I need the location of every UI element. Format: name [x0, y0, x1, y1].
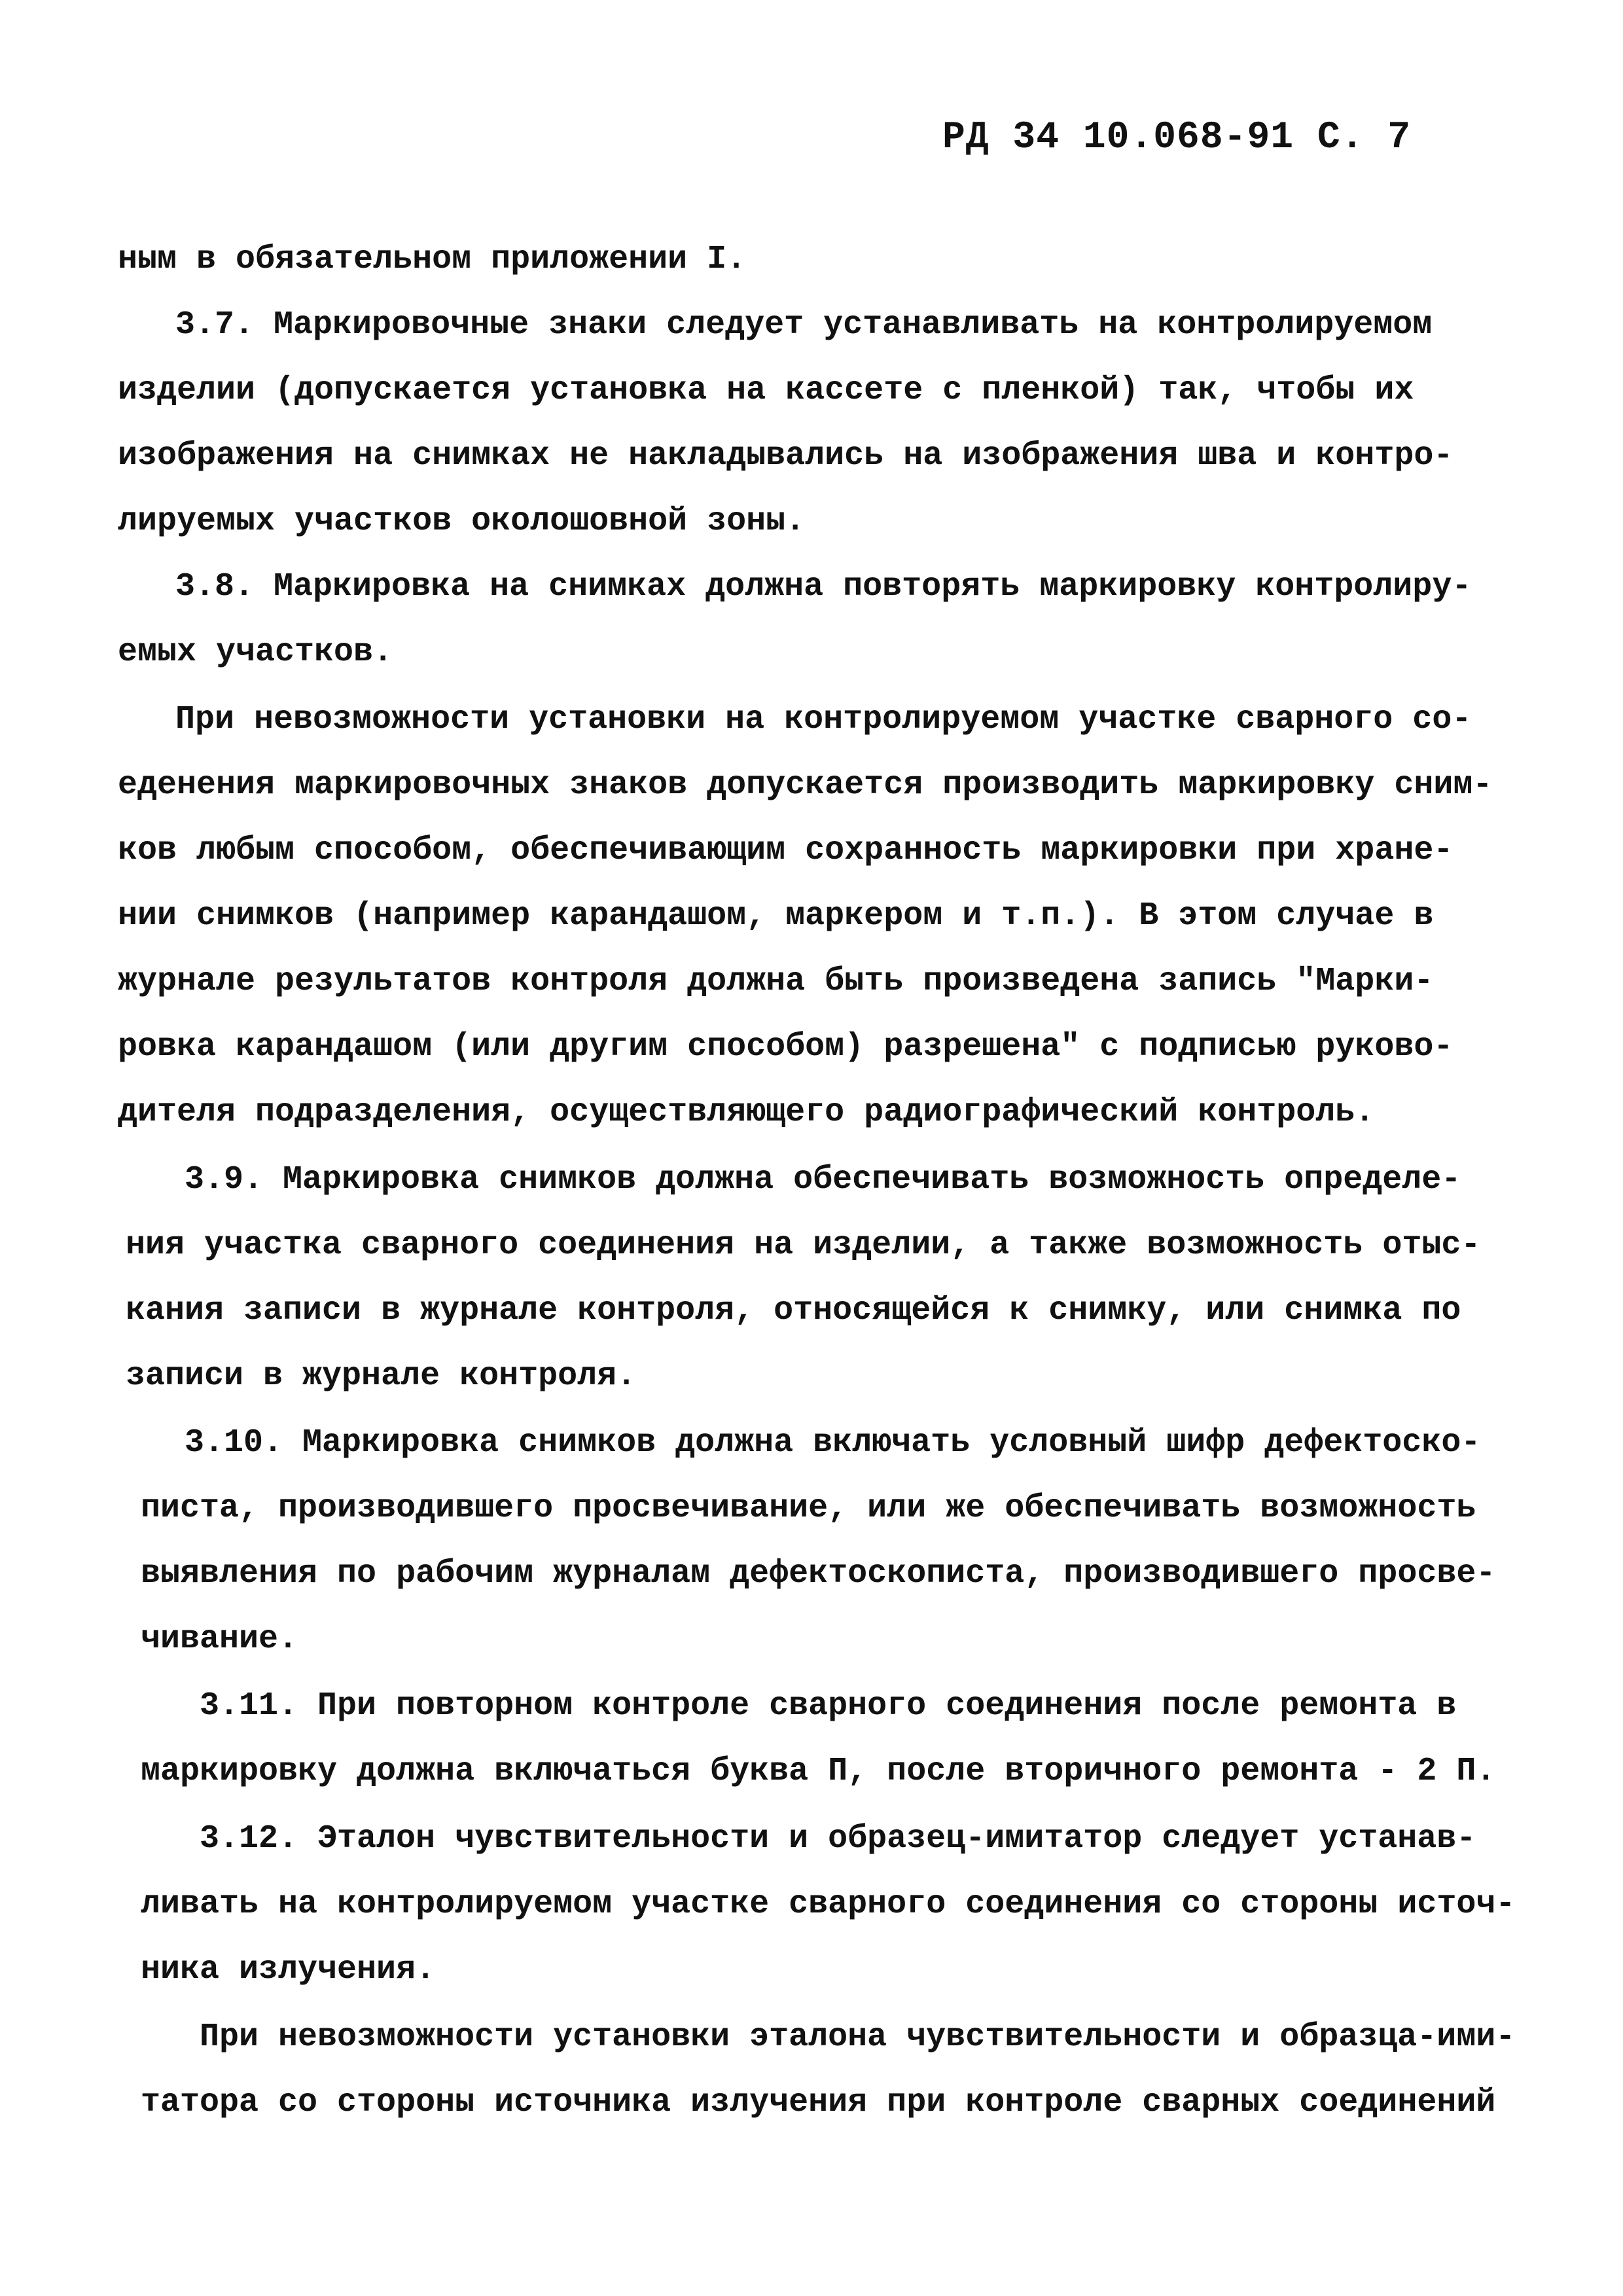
text-line: записи в журнале контроля. [126, 1357, 637, 1395]
text-line: чивание. [141, 1621, 298, 1658]
text-line: ния участка сварного соединения на изделии, а также возможность отыс- [126, 1227, 1481, 1264]
text-line: При невозможности установки эталона чувствительности и образца-ими- [200, 2018, 1516, 2056]
text-line: 3.10. Маркировка снимков должна включать условный шифр дефектоско- [185, 1424, 1481, 1462]
text-line: емых участков. [118, 634, 393, 671]
text-line: кания записи в журнале контроля, относящейся к снимку, или снимка по [126, 1292, 1461, 1329]
text-line: 3.12. Эталон чувствительности и образец-имитатор следует устанав- [200, 1820, 1476, 1857]
page-header: РД 34 10.068-91 С. 7 [942, 117, 1412, 159]
text-line: ровка карандашом (или другим способом) разрешена" с подписью руково- [118, 1028, 1454, 1066]
text-line: ным в обязательном приложении I. [118, 241, 747, 278]
text-line: нии снимков (например карандашом, маркером и т.п.). В этом случае в [118, 897, 1434, 935]
text-line: дителя подразделения, осуществляющего радиографический контроль. [118, 1094, 1375, 1131]
text-line: еденения маркировочных знаков допускается производить маркировку сним- [118, 766, 1493, 804]
text-line: маркировку должна включаться буква П, после вторичного ремонта - 2 П. [141, 1753, 1496, 1790]
text-line: изображения на снимках не накладывались на изображения шва и контро- [118, 437, 1454, 475]
text-line: 3.9. Маркировка снимков должна обеспечивать возможность определе- [185, 1161, 1461, 1198]
text-line: 3.11. При повторном контроле сварного соединения после ремонта в [200, 1687, 1457, 1725]
text-line: писта, производившего просвечивание, или же обеспечивать возможность [141, 1490, 1476, 1527]
text-line: лируемых участков околошовной зоны. [118, 503, 806, 540]
text-line: 3.8. Маркировка на снимках должна повторять маркировку контролиру- [175, 568, 1472, 605]
text-line: татора со стороны источника излучения при контроле сварных соединений [141, 2084, 1496, 2121]
text-line: выявления по рабочим журналам дефектоскописта, производившего просве- [141, 1555, 1496, 1592]
text-line: ливать на контролируемом участке сварного соединения со стороны источ- [141, 1886, 1516, 1923]
text-line: ника излучения. [141, 1951, 436, 1988]
text-line: изделии (допускается установка на кассете с пленкой) так, чтобы их [118, 372, 1414, 409]
text-line: ков любым способом, обеспечивающим сохранность маркировки при хране- [118, 832, 1454, 869]
text-line: журнале результатов контроля должна быть произведена запись "Марки- [118, 963, 1434, 1000]
text-line: 3.7. Маркировочные знаки следует устанавливать на контролируемом [175, 306, 1433, 344]
text-line: При невозможности установки на контролируемом участке сварного со- [175, 701, 1472, 738]
